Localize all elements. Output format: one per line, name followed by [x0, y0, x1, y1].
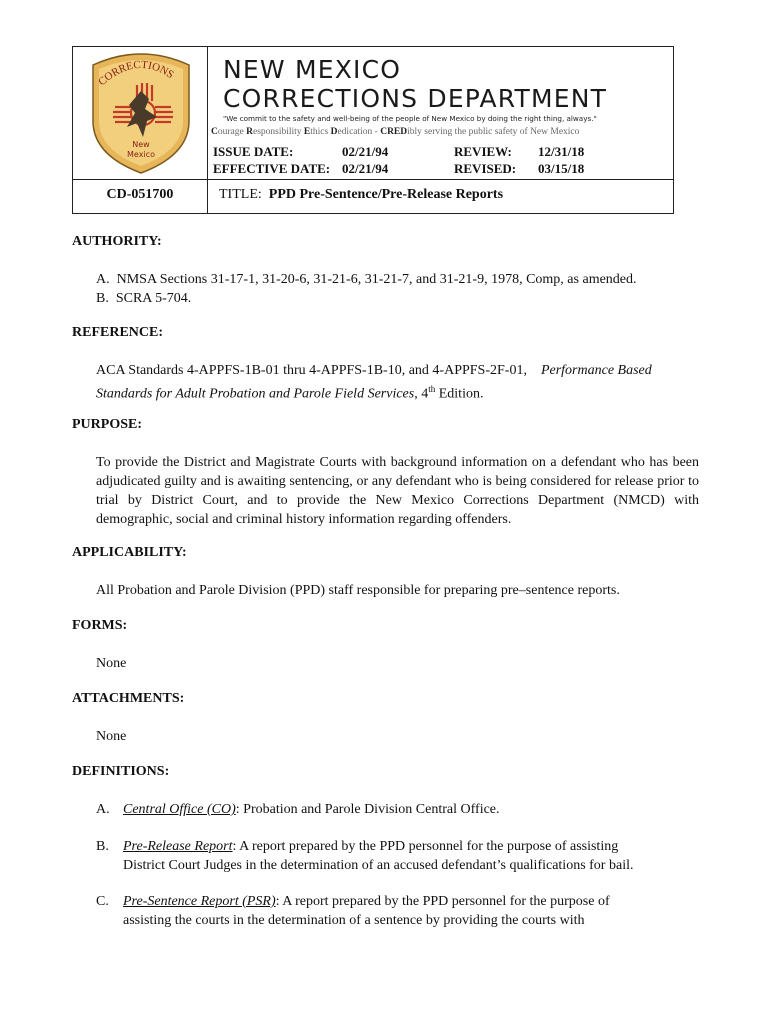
reference-line-1: ACA Standards 4-APPFS-1B-01 thru 4-APPFS-1B-10, and 4-APPFS-2F-01, Performance Based	[96, 363, 652, 378]
issue-date-value: 02/21/94	[342, 144, 389, 159]
badge-new: New	[132, 140, 150, 149]
definition-term-c: Pre-Sentence Report (PSR)	[123, 894, 276, 909]
reference-heading: REFERENCE:	[72, 325, 164, 340]
definitions-heading: DEFINITIONS:	[72, 764, 170, 779]
credo-line: Courage Responsibility Ethics Dedication - CREDibly serving the public safety of New Mexico	[211, 127, 580, 137]
authority-heading: AUTHORITY:	[72, 234, 162, 249]
department-motto: "We commit to the safety and well-being of the people of New Mexico by doing the right thing, always."	[223, 114, 597, 123]
applicability-text: All Probation and Parole Division (PPD) staff responsible for preparing pre–sentence reports.	[96, 583, 620, 598]
title-value: PPD Pre-Sentence/Pre-Release Reports	[268, 187, 504, 202]
attachments-text: None	[96, 729, 127, 744]
document-title	[219, 187, 503, 203]
definition-term-b: Pre-Release Report	[123, 839, 233, 854]
forms-heading: FORMS:	[72, 618, 128, 633]
revised-value: 03/15/18	[538, 161, 585, 176]
department-name	[223, 55, 607, 113]
review-value: 12/31/18	[538, 144, 585, 159]
badge-mexico: Mexico	[127, 150, 155, 159]
reference-line-2: Standards for Adult Probation and Parole Field Services, 4th Edition.	[96, 384, 484, 402]
effective-date-value: 02/21/94	[342, 161, 389, 176]
definition-term-a: Central Office (CO)	[123, 802, 236, 817]
applicability-heading: APPLICABILITY:	[72, 545, 187, 560]
revised-label: REVISED:	[454, 161, 517, 176]
purpose-text: To provide the District and Magistrate Courts with background information on a defendant who has been adjudicated guilty and is awaiting sentencing, or any defendant who is being considered for release prior to trial by District Court, and to provide the New Mexico Corrections Department (NMCD) with demographic, social and criminal history information regarding offenders.	[96, 455, 699, 527]
authority-item-b: B. SCRA 5-704.	[96, 291, 192, 306]
attachments-heading: ATTACHMENTS:	[72, 691, 185, 706]
policy-header	[72, 46, 674, 214]
department-line-2: CORRECTIONS DEPARTMENT	[223, 84, 608, 113]
document-number: CD-051700	[106, 187, 174, 202]
forms-text: None	[96, 656, 127, 671]
review-label: REVIEW:	[454, 144, 512, 159]
title-label: TITLE:	[219, 187, 262, 202]
department-line-1: NEW MEXICO	[223, 55, 402, 84]
authority-item-a: A. NMSA Sections 31-17-1, 31-20-6, 31-21-6, 31-21-7, and 31-21-9, 1978, Comp, as amended.	[96, 272, 637, 287]
issue-date-label: ISSUE DATE:	[213, 144, 294, 159]
badge-top-text: CORRECTIONS	[96, 58, 176, 89]
corrections-badge-logo	[85, 51, 197, 175]
document-page: CORRECTIONS New Mexico NEW MEXICO CORRECTIONS DEPARTMENT "We commit to the safety and well-being of the people of New Mexico by doing the right thing, always." Courage Responsibility Ethics Dedication - CREDibly serving the public safety of New Mexico ISSUE DATE: 02/21/94 EFFECTIVE DATE: 02/21/94 REVIEW: 12/31/18 REVISED: 03/15/18 CD-051700 TITLE: PPD Pre-Sentence/Pre-Release Reports AUTHORITY: A. NMSA Sections 31-17-1, 31-20-6, 31-21-6, 31-21-7, and 31-21-9, 1978, Comp, as amended. B. SCRA 5-704. REFERENCE: ACA Standards 4-APPFS-1B-01 thru 4-APPFS-1B-10, and 4-APPFS-2F-01, Performance Based Standards for Adult Probation and Parole Field Services, 4th Edition. PURPOSE: To provide the District and Magistrate Courts with background information on a defendant who has been adjudicated guilty and is awaiting sentencing, or any defendant who is being considered for release prior to trial by District Court, and to provide the New Mexico Corrections Department (NMCD) with demographic, social and criminal history information regarding offenders. APPLICABILITY: All Probation and Parole Division (PPD) staff responsible for preparing pre–sentence reports. FORMS: None ATTACHMENTS: None DEFINITIONS: A. Central Office (CO): Probation and Parole Division Central Office. B. Pre-Release Report: A report prepared by the PPD personnel for the purpose of assisting District Court Judges in the determination of an accused defendant’s qualifications for bail. C. Pre-Sentence Report (PSR): A report prepared by the PPD personnel for the purpose of assisting the courts in the determination of a sentence by providing the courts with	[0, 0, 770, 1024]
purpose-heading: PURPOSE:	[72, 417, 142, 432]
effective-date-label: EFFECTIVE DATE:	[213, 161, 331, 176]
